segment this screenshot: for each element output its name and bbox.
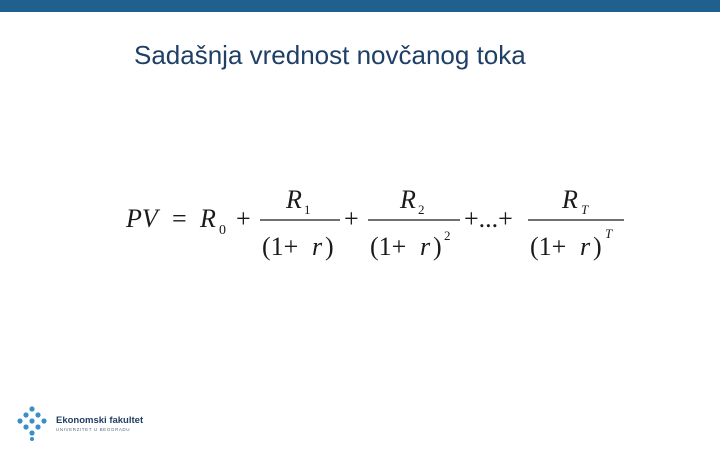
logo-name: Ekonomski fakultet — [56, 415, 144, 426]
fraction1-numerator: R — [286, 185, 302, 214]
fraction1-den-open: (1+ — [262, 232, 299, 261]
logo-subtitle: UNIVERZITET U BEOGRADU — [56, 427, 131, 432]
formula-svg — [126, 180, 636, 270]
fraction2-numerator-sub: 2 — [418, 202, 425, 217]
fractionT-den-open: (1+ — [530, 232, 567, 261]
fraction1-numerator-sub: 1 — [304, 202, 311, 217]
fraction2-den-open: (1+ — [370, 232, 407, 261]
formula-r0-sub: 0 — [219, 223, 226, 238]
formula-plus-1: + — [236, 204, 251, 233]
fraction2-numerator: R — [400, 185, 416, 214]
fraction1-den-close: ) — [325, 232, 334, 261]
formula-equals: = — [172, 204, 187, 233]
formula-r0: R — [200, 204, 216, 233]
fractionT-den-r: r — [580, 232, 591, 261]
fractionT-den-close: ) — [593, 232, 602, 261]
fractionT-den-exponent: T — [605, 226, 613, 241]
fractionT-numerator-sub: T — [581, 202, 589, 217]
present-value-formula — [126, 180, 636, 270]
fraction2-den-close: ) — [433, 232, 442, 261]
fraction1-den-r: r — [312, 232, 323, 261]
formula-ellipsis: +...+ — [464, 204, 513, 233]
logo-dots-icon — [14, 405, 50, 441]
fraction2-den-r: r — [420, 232, 431, 261]
faculty-logo — [14, 405, 164, 441]
fraction2-den-exponent: 2 — [444, 228, 451, 243]
slide-title: Sadašnja vrednost novčanog toka — [134, 40, 526, 70]
formula-plus-2: + — [344, 204, 359, 233]
top-bar — [0, 0, 720, 12]
fractionT-numerator: R — [562, 185, 578, 214]
formula-pv: PV — [126, 204, 158, 233]
